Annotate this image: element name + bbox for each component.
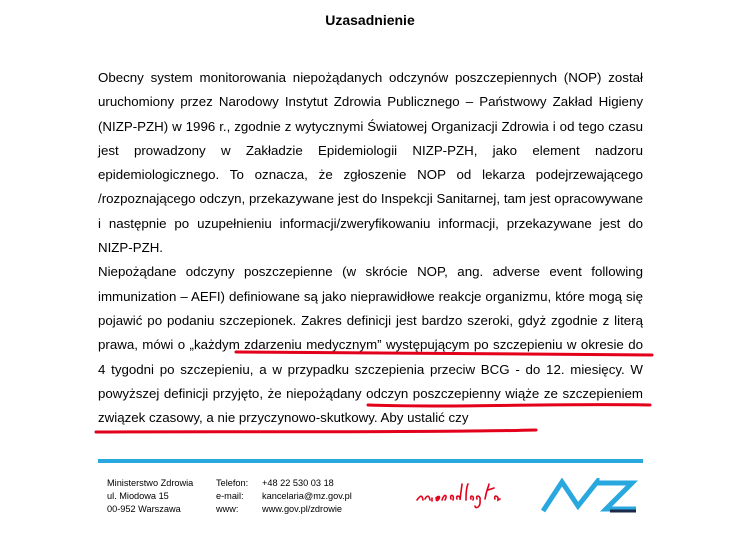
document-body [98,66,643,430]
mz-logo [540,478,638,514]
street-address: ul. Miodowa 15 [107,491,169,501]
page-title: Uzasadnienie [325,12,415,28]
website-link[interactable]: www.gov.pl/zdrowie [262,504,342,514]
postal-city: 00-952 Warszawa [107,504,181,514]
www-label: www: [216,504,239,514]
paragraph: Niepożądane odczyny poszczepienne (w skrócie NOP, ang. adverse event following immunization – AEFI) definiowane są jako nieprawidłowe reakcje organizmu, które mogą się pojawić po podaniu szczepionek. Zakres definicji jest bardzo szeroki, gdyż zgodnie z literą prawa, mówi o „każdym zdarzeniu medycznym” występującym po szczepieniu w okresie do 4 tygodni po szczepieniu, a w przypadku szczepienia przeciw BCG - do 12. miesięcy. W powyższej definicji przyjęto, że niepożądany odczyn poszczepienny wiąże ze szczepieniem związek czasowy, a nie przyczynowo-skutkowy. Aby ustalić czy [98,264,643,426]
footer-contact-labels [216,477,248,516]
phone-number: +48 22 530 03 18 [262,478,334,488]
footer-contact-values [262,477,352,516]
niepodlegla-signature-logo [415,478,519,512]
email-link[interactable]: kancelaria@mz.gov.pl [262,491,352,501]
email-label: e-mail: [216,491,244,501]
footer-rule [98,459,643,463]
footer-address [107,477,193,516]
org-name: Ministerstwo Zdrowia [107,478,194,488]
phone-label: Telefon: [216,478,249,488]
paragraph: Obecny system monitorowania niepożądanych odczynów poszczepiennych (NOP) został uruchomiony przez Narodowy Instytut Zdrowia Publicznego – Państwowy Zakład Higieny (NIZP-PZH) w 1996 r., zgodnie z wytycznymi Światowej Organizacji Zdrowia i od tego czasu jest prowadzony w Zakładzie Epidemiologii NIZP-PZH, jako element nadzoru epidemiologicznego. To oznacza, że zgłoszenie NOP od lekarza podejrzewającego /rozpoznającego odczyn, przekazywane jest do Inspekcji Sanitarnej, tam jest opracowywane i następnie po uzupełnieniu informacji/zweryfikowaniu informacji, przekazywane jest do NIZP-PZH. [98,70,643,256]
